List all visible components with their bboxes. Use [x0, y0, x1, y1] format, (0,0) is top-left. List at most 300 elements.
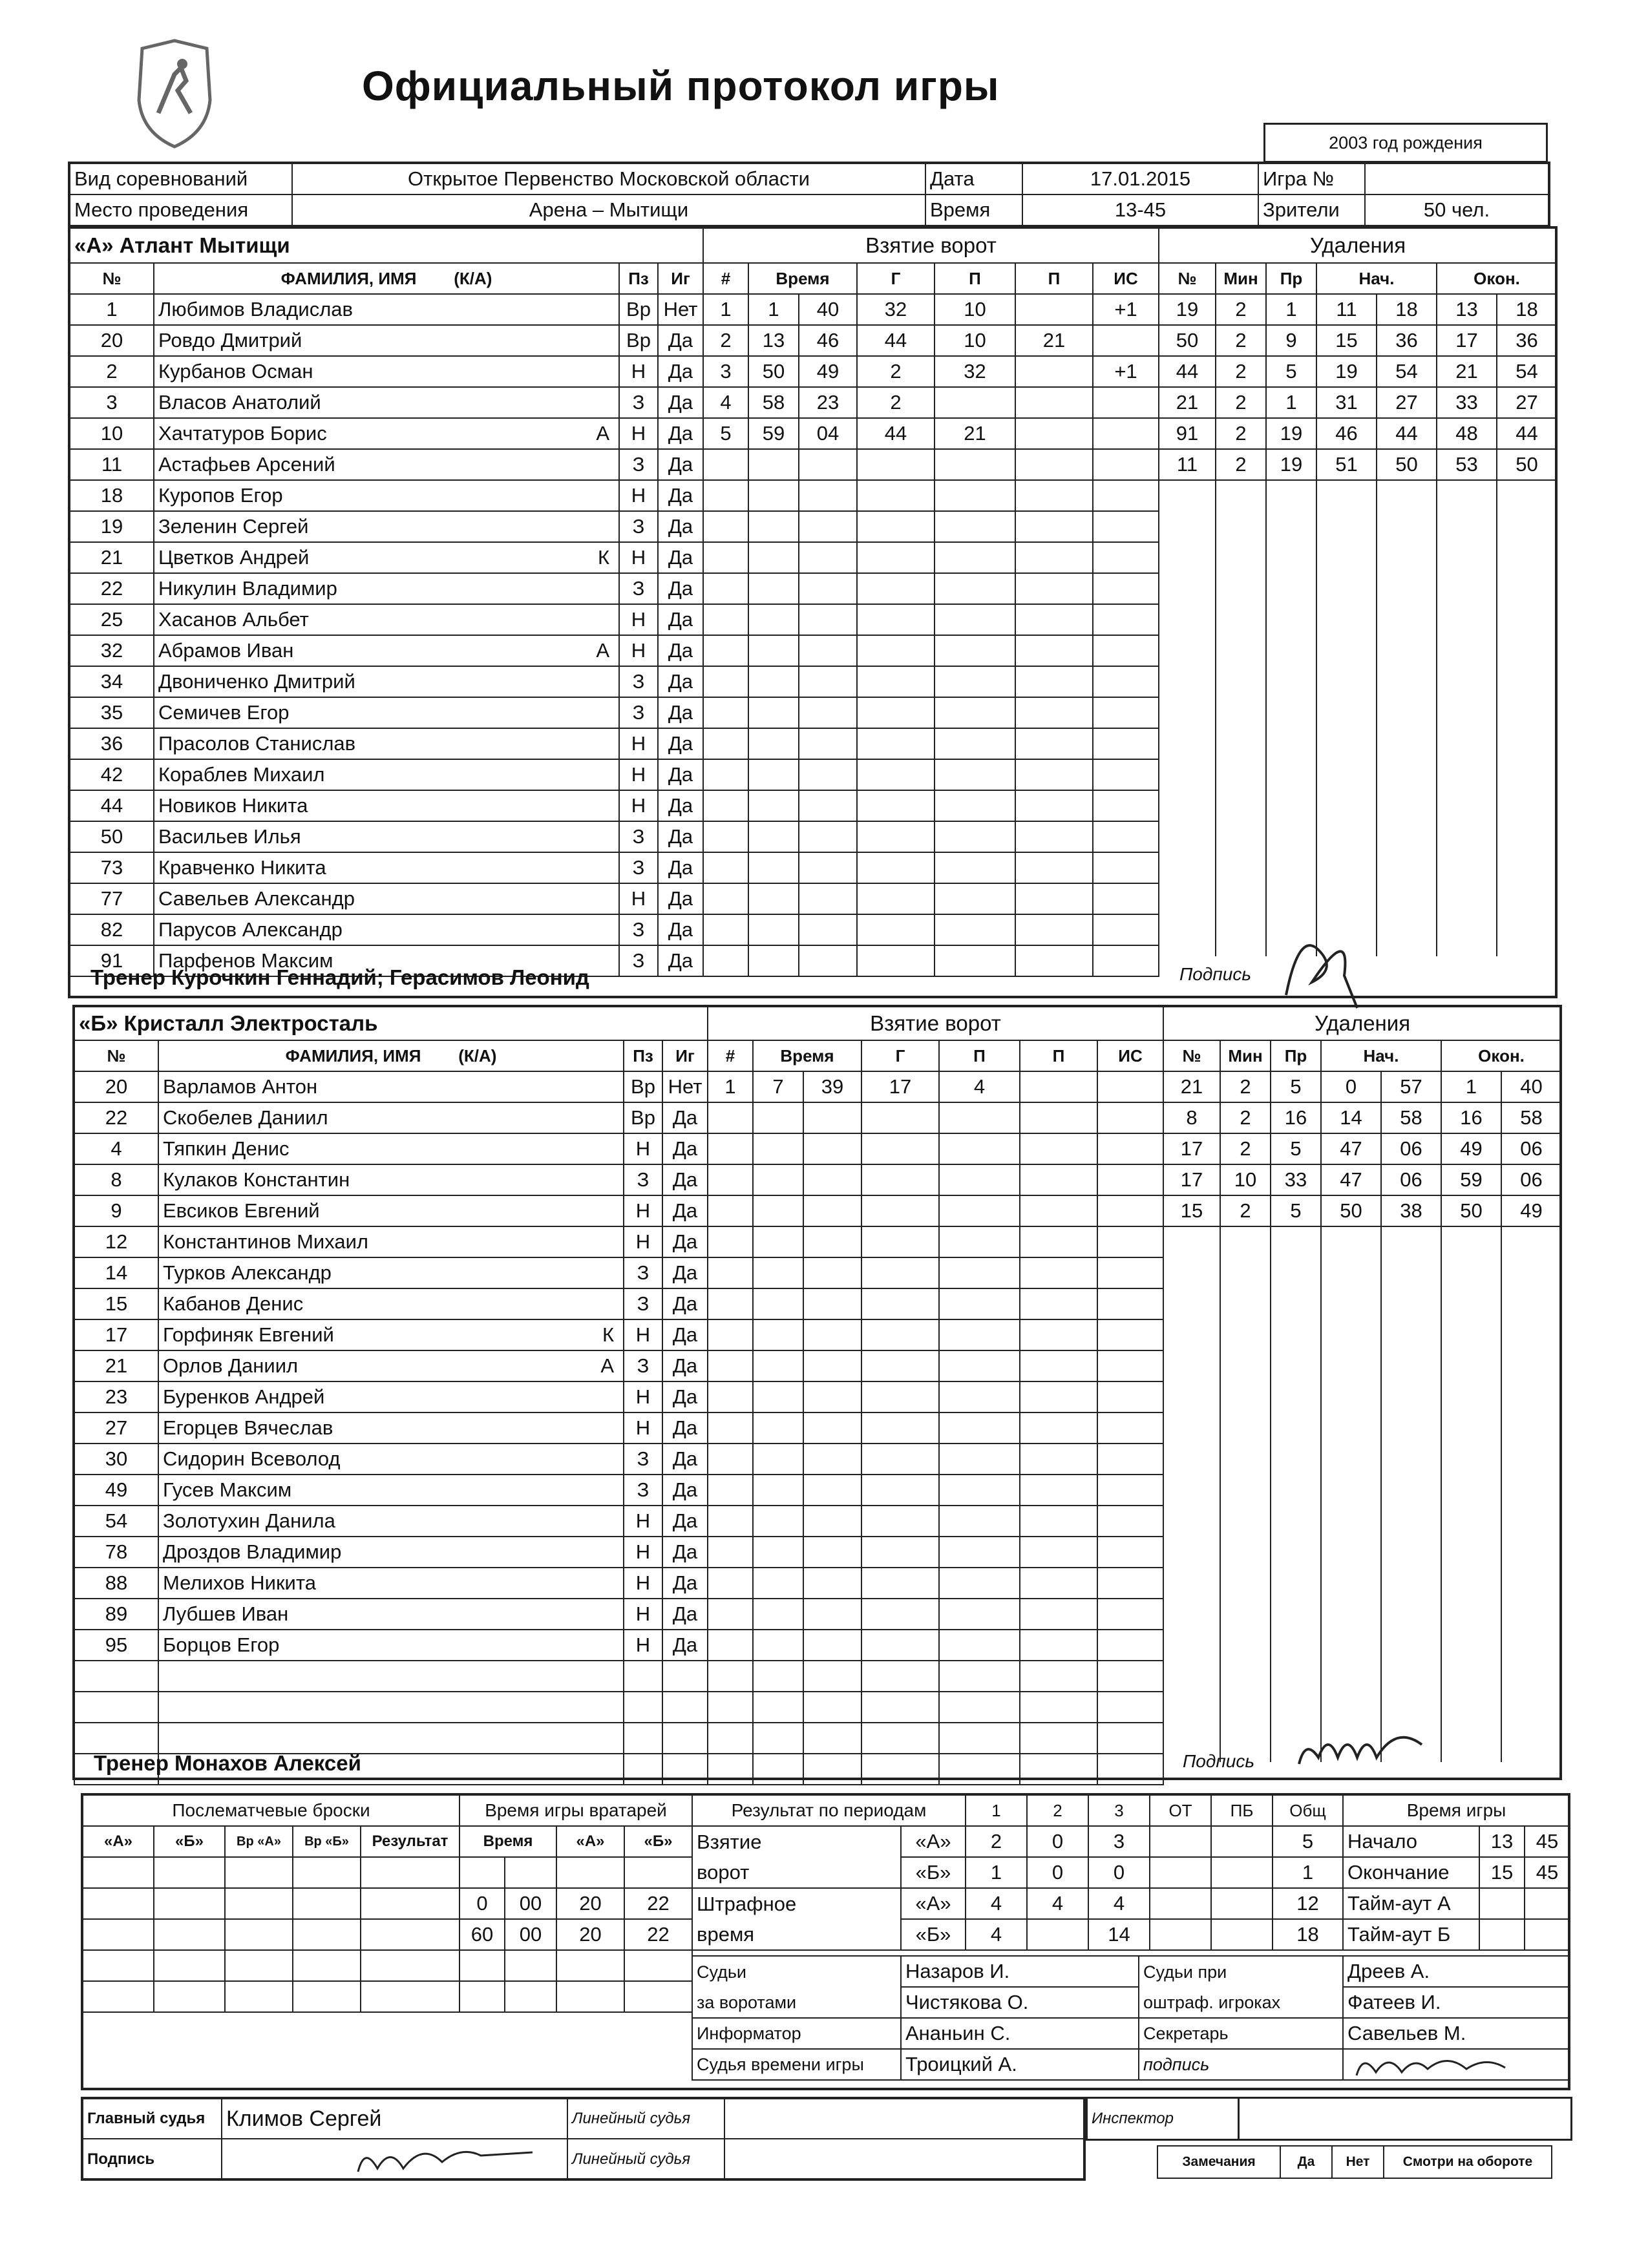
penalty-no	[1163, 1495, 1220, 1524]
penalty-ss	[1377, 510, 1437, 540]
shootout-row	[83, 1888, 460, 1919]
player-number	[74, 1692, 158, 1723]
goal-row	[708, 1754, 1163, 1785]
penalty-row	[1163, 1405, 1561, 1435]
player-name-cell	[158, 1661, 624, 1692]
goal-g	[861, 1692, 939, 1723]
player-played: Да	[658, 914, 703, 945]
team-b-goals	[707, 1006, 1164, 1785]
penalty-pr: 19	[1266, 418, 1316, 449]
goal-is	[1093, 790, 1159, 821]
penalty-ss	[1381, 1524, 1441, 1554]
player-name: Тяпкин Денис	[163, 1137, 290, 1160]
goal-a2: 21	[1015, 325, 1093, 356]
goal-n	[703, 945, 748, 976]
goal-g	[861, 1288, 939, 1319]
goal-n	[703, 573, 748, 604]
player-name-cell	[158, 1257, 624, 1288]
goal-row	[703, 790, 1159, 821]
player-name: Парусов Александр	[158, 918, 343, 941]
period-2: 2	[1027, 1795, 1088, 1826]
goal-is	[1097, 1164, 1163, 1195]
player-number: 4	[74, 1133, 158, 1164]
period-1: 1	[966, 1795, 1027, 1826]
penalty-es: 06	[1501, 1164, 1561, 1195]
penalty-em	[1437, 719, 1497, 748]
penalty-no	[1163, 1316, 1220, 1346]
penalty-pr	[1271, 1584, 1321, 1613]
penalty-em	[1437, 510, 1497, 540]
goal-n: 5	[703, 418, 748, 449]
penalty-ss	[1381, 1554, 1441, 1584]
goal-m	[753, 1412, 803, 1444]
gk-s	[505, 1981, 556, 2012]
goal-is	[1097, 1071, 1163, 1102]
player-played: Да	[658, 480, 703, 511]
goal-g	[861, 1475, 939, 1506]
penalty-ss	[1381, 1584, 1441, 1613]
player-position: Н	[619, 480, 658, 511]
player-number: 35	[70, 697, 154, 728]
goal-g	[861, 1226, 939, 1257]
goal-a1	[935, 666, 1015, 697]
penalty-em: 33	[1437, 387, 1497, 418]
goal-n	[708, 1475, 753, 1506]
goal-g: 17	[861, 1071, 939, 1102]
goal-row	[703, 604, 1159, 635]
goal-g	[861, 1537, 939, 1568]
player-name-cell	[154, 883, 619, 914]
penalty-sm	[1321, 1286, 1381, 1316]
goal-row	[703, 635, 1159, 666]
team-b-title: «Б» Кристалл Электросталь	[74, 1007, 708, 1040]
player-position: Н	[619, 635, 658, 666]
goal-s	[799, 945, 857, 976]
gk-a	[556, 1981, 624, 2012]
player-role: А	[596, 639, 609, 662]
pen-a-total: 12	[1273, 1888, 1343, 1919]
goal-is	[1093, 852, 1159, 883]
player-name-cell	[154, 356, 619, 387]
gk-s: 00	[505, 1919, 556, 1950]
goal-a1	[935, 449, 1015, 480]
goal-is	[1093, 511, 1159, 542]
goal-g	[861, 1102, 939, 1133]
shootouts-title: Послематчевые броски	[83, 1795, 460, 1826]
player-number: 1	[70, 294, 154, 325]
player-name-cell	[154, 728, 619, 759]
table-row	[74, 1412, 708, 1444]
goal-a2	[1020, 1071, 1097, 1102]
player-number: 27	[74, 1412, 158, 1444]
penalty-pr	[1266, 570, 1316, 600]
goal-a1	[935, 480, 1015, 511]
table-row	[70, 542, 703, 573]
penalty-em	[1437, 778, 1497, 808]
player-name: Горфиняк Евгений	[163, 1323, 334, 1346]
shootout-row	[83, 1919, 460, 1950]
goal-n	[708, 1381, 753, 1412]
penalty-ss	[1381, 1376, 1441, 1405]
penalty-row	[1163, 1643, 1561, 1673]
team-b-roster	[74, 1006, 708, 1785]
penalty-pr	[1271, 1316, 1321, 1346]
goal-a1	[939, 1102, 1020, 1133]
goal-a1	[935, 604, 1015, 635]
goal-scorer-col-b: Г	[861, 1040, 939, 1071]
penalty-sm	[1316, 540, 1377, 570]
penalty-no: 19	[1159, 294, 1216, 325]
table-row	[70, 666, 703, 697]
player-played: Да	[658, 945, 703, 976]
goal-m: 1	[748, 294, 799, 325]
table-row	[70, 697, 703, 728]
table-row	[70, 511, 703, 542]
chief-signature-icon	[352, 2139, 545, 2179]
player-name-cell	[158, 1133, 624, 1164]
goal-a1	[939, 1226, 1020, 1257]
game-label: Игра №	[1258, 163, 1365, 194]
goal-row	[708, 1195, 1163, 1226]
penalty-es	[1501, 1554, 1561, 1584]
goalie-time-row	[460, 1888, 692, 1919]
so-a: «А»	[83, 1826, 154, 1857]
penalty-es	[1501, 1524, 1561, 1554]
penalty-row	[1159, 510, 1557, 540]
penalty-min	[1216, 689, 1266, 719]
goal-n	[703, 883, 748, 914]
penalty-sm	[1316, 778, 1377, 808]
penalty-ss	[1381, 1465, 1441, 1495]
period-total: Общ	[1273, 1795, 1343, 1826]
penalty-em	[1437, 897, 1497, 927]
timekeeper-value: Троицкий А.	[901, 2049, 1139, 2080]
penalty-pr	[1266, 867, 1316, 897]
player-position: Вр	[624, 1071, 662, 1102]
player-name: Мелихов Никита	[163, 1571, 316, 1594]
player-name: Абрамов Иван	[158, 639, 294, 662]
penalty-pr	[1266, 837, 1316, 867]
player-name-cell	[154, 759, 619, 790]
goal-a1	[939, 1599, 1020, 1630]
goal-m	[753, 1226, 803, 1257]
penalty-sm: 31	[1316, 387, 1377, 418]
goal-row	[708, 1257, 1163, 1288]
penalty-no: 11	[1159, 449, 1216, 480]
goal-row	[703, 356, 1159, 387]
penalty-em: 1	[1441, 1071, 1501, 1102]
player-position: З	[619, 697, 658, 728]
player-position: Н	[619, 728, 658, 759]
game-time-table	[1342, 1794, 1570, 1951]
penalty-no	[1159, 927, 1216, 956]
penalty-es	[1497, 510, 1557, 540]
penalty-min	[1216, 480, 1266, 510]
goal-a1: 10	[935, 294, 1015, 325]
goals-a-ot	[1150, 1826, 1211, 1857]
penalty-ss	[1377, 897, 1437, 927]
player-played: Да	[658, 790, 703, 821]
goal-n: 1	[708, 1071, 753, 1102]
penalty-min: 2	[1220, 1102, 1271, 1133]
competition-value: Открытое Первенство Московской области	[292, 163, 925, 194]
penalty-ss: 36	[1377, 325, 1437, 356]
player-name-cell	[158, 1319, 624, 1350]
team-a-tag-2: «А»	[901, 1888, 966, 1919]
table-row	[70, 914, 703, 945]
gk-s: 00	[505, 1888, 556, 1919]
goal-is	[1093, 666, 1159, 697]
penalty-pr	[1266, 659, 1316, 689]
goal-m	[753, 1723, 803, 1754]
end-label: Окончание	[1343, 1857, 1479, 1888]
goal-n: 3	[703, 356, 748, 387]
goal-s	[803, 1288, 861, 1319]
goal-row	[708, 1630, 1163, 1661]
penalty-pr	[1271, 1465, 1321, 1495]
goal-a2	[1020, 1444, 1097, 1475]
start-m: 45	[1525, 1826, 1570, 1857]
gk-s	[505, 1950, 556, 1981]
goal-is	[1097, 1350, 1163, 1381]
goal-is	[1097, 1288, 1163, 1319]
player-number: 2	[70, 356, 154, 387]
gk-b	[624, 1857, 692, 1888]
player-name: Скобелев Даниил	[163, 1106, 328, 1129]
goal-is	[1097, 1102, 1163, 1133]
goal-g	[861, 1444, 939, 1475]
goal-row	[703, 449, 1159, 480]
player-played: Да	[662, 1381, 708, 1412]
goalie-time-row	[460, 1857, 692, 1888]
goal-row	[708, 1537, 1163, 1568]
pen-a-p3: 4	[1088, 1888, 1150, 1919]
goal-g	[861, 1412, 939, 1444]
goal-a2	[1020, 1599, 1097, 1630]
penalty-pr: 33	[1271, 1164, 1321, 1195]
player-number: 10	[70, 418, 154, 449]
penalty-es	[1501, 1435, 1561, 1465]
goal-scorer-col: Г	[857, 263, 935, 294]
penalty-em	[1437, 570, 1497, 600]
player-name-cell	[154, 635, 619, 666]
goal-m	[753, 1444, 803, 1475]
goal-m	[748, 542, 799, 573]
goal-m	[748, 480, 799, 511]
penalty-es	[1497, 600, 1557, 629]
shootout-row	[83, 1857, 460, 1888]
penalty-ss	[1377, 808, 1437, 837]
player-name-cell	[154, 542, 619, 573]
player-played: Да	[662, 1226, 708, 1257]
goal-n	[703, 635, 748, 666]
goal-a1	[939, 1257, 1020, 1288]
player-number: 15	[74, 1288, 158, 1319]
penalty-row	[1163, 1316, 1561, 1346]
penalty-em	[1441, 1286, 1501, 1316]
player-name-cell	[158, 1226, 624, 1257]
goal-row	[703, 914, 1159, 945]
penalty-min	[1216, 629, 1266, 659]
goal-is-col: ИС	[1093, 263, 1159, 294]
goal-is	[1093, 635, 1159, 666]
player-number: 20	[74, 1071, 158, 1102]
player-name: Савельев Александр	[158, 887, 355, 910]
player-number: 11	[70, 449, 154, 480]
goal-g: 2	[857, 387, 935, 418]
penalty-ss	[1381, 1405, 1441, 1435]
penalty-pr: 19	[1266, 449, 1316, 480]
goal-a1	[939, 1723, 1020, 1754]
penalty-min	[1216, 510, 1266, 540]
table-row	[70, 449, 703, 480]
player-name-cell	[154, 325, 619, 356]
penalty-no	[1163, 1465, 1220, 1495]
pen-end-col-b: Окон.	[1441, 1040, 1561, 1071]
penalty-pr: 9	[1266, 325, 1316, 356]
goal-g	[861, 1661, 939, 1692]
penalty-pr: 5	[1271, 1133, 1321, 1164]
table-row	[70, 790, 703, 821]
goal-n	[708, 1537, 753, 1568]
goal-a2	[1020, 1288, 1097, 1319]
penalty-es	[1501, 1732, 1561, 1762]
goal-is	[1097, 1319, 1163, 1350]
goal-s	[799, 542, 857, 573]
goal-a2	[1015, 852, 1093, 883]
goal-m	[753, 1630, 803, 1661]
goal-m	[748, 852, 799, 883]
goal-a2	[1015, 511, 1093, 542]
goal-a2	[1020, 1381, 1097, 1412]
penalty-no	[1163, 1703, 1220, 1732]
goalie-time-row	[460, 1981, 692, 2012]
goal-s	[803, 1444, 861, 1475]
player-position: Вр	[624, 1102, 662, 1133]
penalty-em	[1441, 1495, 1501, 1524]
player-role: А	[600, 1354, 614, 1377]
so-b: «Б»	[154, 1826, 225, 1857]
goal-is	[1097, 1381, 1163, 1412]
penalty-sm: 11	[1316, 294, 1377, 325]
penalty-pr	[1271, 1405, 1321, 1435]
table-row	[70, 821, 703, 852]
penalty-es	[1497, 867, 1557, 897]
goal-n	[708, 1568, 753, 1599]
table-row	[70, 480, 703, 511]
player-position: Н	[624, 1599, 662, 1630]
goal-s	[803, 1195, 861, 1226]
penalty-pr: 1	[1266, 387, 1316, 418]
goal-a1	[939, 1412, 1020, 1444]
player-position: З	[624, 1257, 662, 1288]
penalty-pr: 1	[1266, 294, 1316, 325]
player-position: З	[619, 821, 658, 852]
goal-s	[803, 1226, 861, 1257]
col-name: ФАМИЛИЯ, ИМЯ	[280, 269, 417, 288]
table-row	[70, 759, 703, 790]
table-row	[74, 1071, 708, 1102]
goal-a1	[939, 1537, 1020, 1568]
penalty-no	[1163, 1346, 1220, 1376]
penalty-pr	[1266, 719, 1316, 748]
player-number: 17	[74, 1319, 158, 1350]
player-played: Да	[662, 1257, 708, 1288]
table-row	[70, 573, 703, 604]
penalty-em	[1437, 600, 1497, 629]
penalty-ss	[1377, 629, 1437, 659]
player-name: Евсиков Евгений	[163, 1199, 320, 1222]
goal-is	[1097, 1195, 1163, 1226]
goal-is	[1097, 1661, 1163, 1692]
penalty-es	[1497, 570, 1557, 600]
player-position: Н	[624, 1537, 662, 1568]
game-time-title: Время игры	[1343, 1795, 1570, 1826]
goals-a-p3: 3	[1088, 1826, 1150, 1857]
player-name-cell	[154, 666, 619, 697]
goal-a2	[1015, 387, 1093, 418]
goal-g	[857, 573, 935, 604]
period-pb: ПБ	[1211, 1795, 1273, 1826]
goal-is	[1097, 1537, 1163, 1568]
team-a-sign-label: Подпись	[1179, 964, 1252, 984]
player-name: Цветков Андрей	[158, 546, 310, 569]
goal-a2	[1020, 1661, 1097, 1692]
player-position: Н	[624, 1319, 662, 1350]
penalty-em	[1437, 659, 1497, 689]
timeout-b-label: Тайм-аут Б	[1343, 1919, 1479, 1950]
player-name: Турков Александр	[163, 1261, 332, 1284]
penalty-min	[1220, 1495, 1271, 1524]
penalty-pr	[1266, 778, 1316, 808]
player-role: К	[597, 546, 609, 569]
penalty-pr	[1271, 1376, 1321, 1405]
goal-is	[1097, 1599, 1163, 1630]
table-row	[74, 1133, 708, 1164]
penalty-em: 59	[1441, 1164, 1501, 1195]
team-a-title: «А» Атлант Мытищи	[70, 228, 703, 263]
penalty-es: 27	[1497, 387, 1557, 418]
penalty-row	[1159, 689, 1557, 719]
goals-a-total: 5	[1273, 1826, 1343, 1857]
penalty-ss	[1381, 1613, 1441, 1643]
player-number: 36	[70, 728, 154, 759]
penalty-min	[1216, 808, 1266, 837]
penalty-es	[1497, 659, 1557, 689]
table-row	[74, 1599, 708, 1630]
penalty-no	[1159, 629, 1216, 659]
penalties-header-b: Удаления	[1163, 1007, 1561, 1040]
goal-a1	[935, 542, 1015, 573]
goal-g	[861, 1630, 939, 1661]
player-name-cell	[158, 1412, 624, 1444]
goal-n	[708, 1195, 753, 1226]
penalty-min: 2	[1216, 449, 1266, 480]
player-name-cell	[154, 480, 619, 511]
player-position: Н	[619, 418, 658, 449]
page-title: Официальный протокол игры	[362, 63, 1000, 109]
team-b-penalties	[1163, 1006, 1562, 1762]
penalty-ss	[1381, 1257, 1441, 1286]
goal-g	[857, 449, 935, 480]
penalty-ss	[1377, 689, 1437, 719]
goal-g	[857, 790, 935, 821]
penalty-ss	[1377, 659, 1437, 689]
player-position: Н	[624, 1226, 662, 1257]
player-played: Да	[658, 883, 703, 914]
penalty-row	[1163, 1226, 1561, 1257]
pen-min-col: Мин	[1216, 263, 1266, 294]
